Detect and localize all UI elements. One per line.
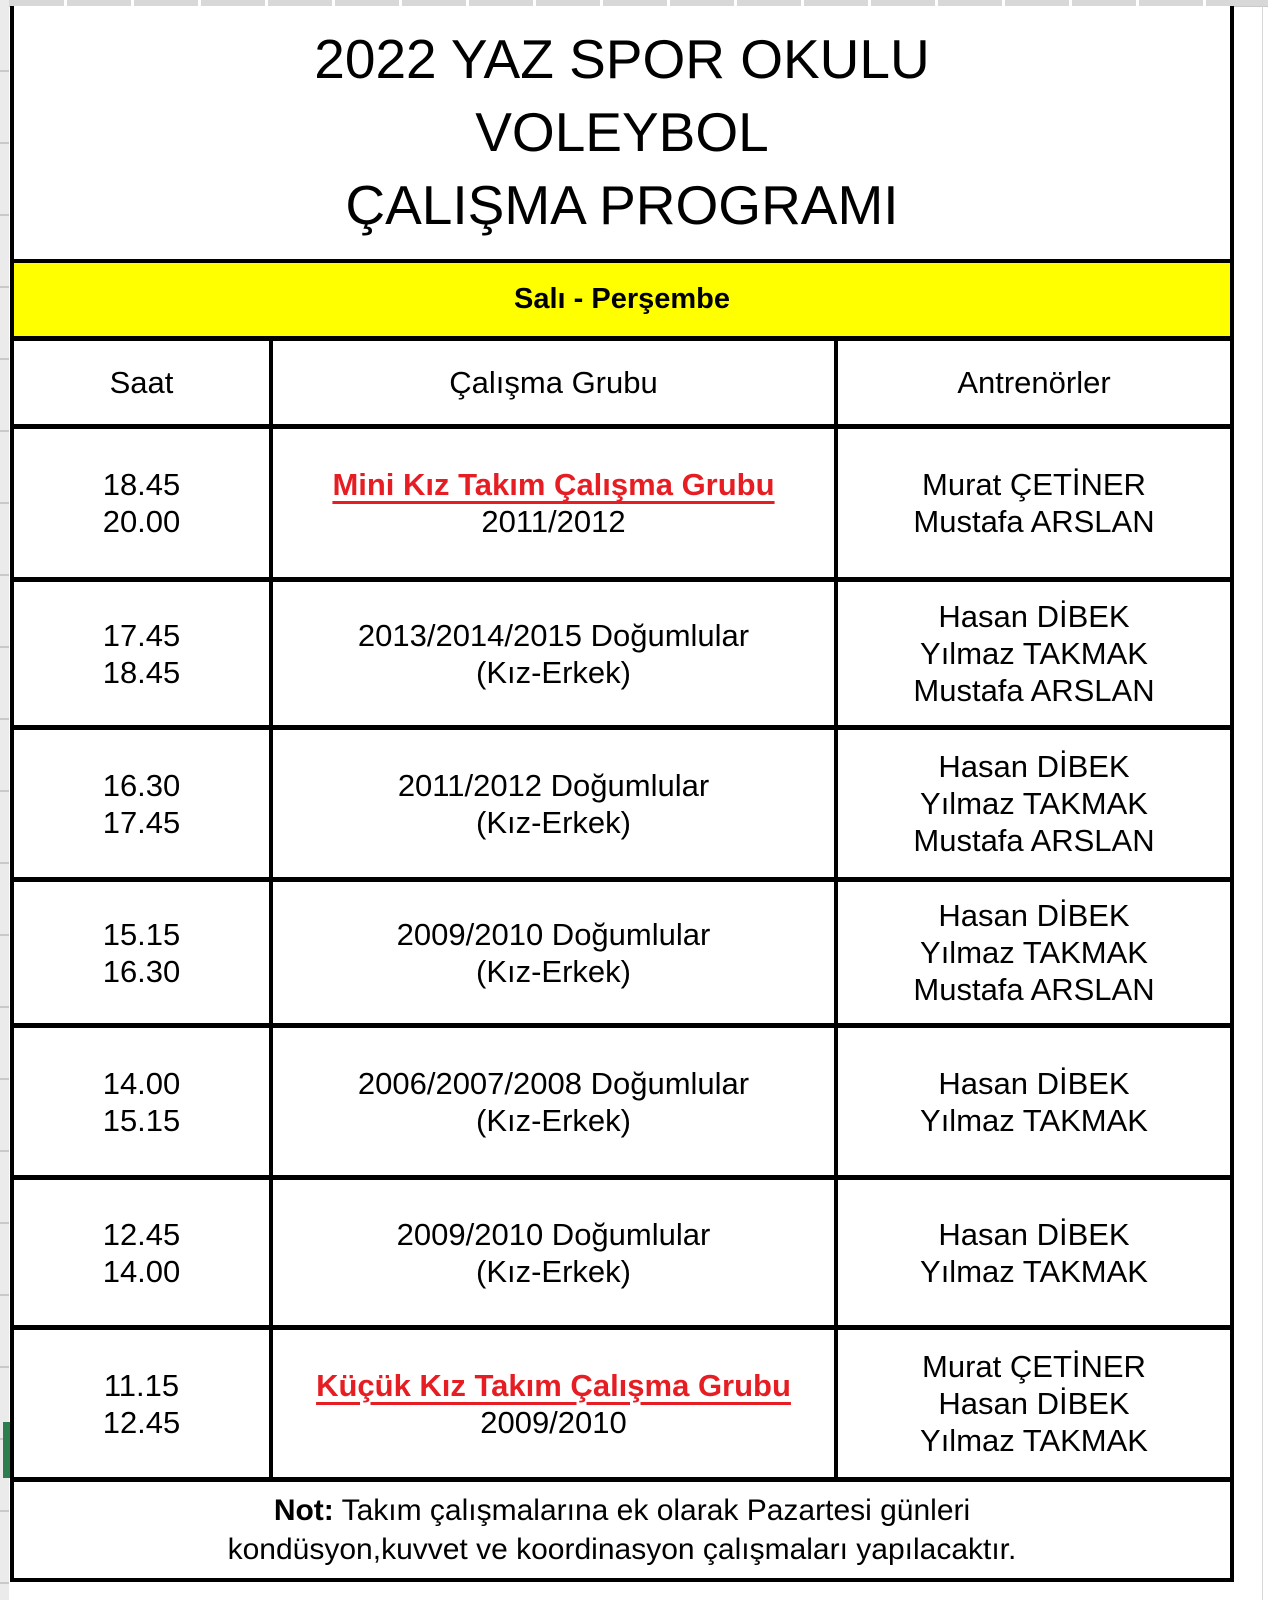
schedule-table (10, 6, 1234, 1582)
time-cell[interactable]: 15.15 16.30 (14, 882, 273, 1023)
group-title: 2006/2007/2008 Doğumlular (357, 1065, 750, 1101)
trainers-cell[interactable]: Hasan DİBEK Yılmaz TAKMAK (920, 1216, 1148, 1289)
group-cell[interactable] (273, 882, 838, 1023)
group-title-highlighted: Küçük Kız Takım Çalışma Grubu (316, 1367, 791, 1403)
time-cell[interactable]: 14.00 15.15 (14, 1028, 273, 1175)
group-subtitle: 2011/2012 (481, 504, 626, 539)
day-banner[interactable] (14, 259, 1230, 341)
group-cell[interactable] (273, 429, 838, 577)
group-title: 2009/2010 Doğumlular (396, 916, 711, 952)
group-title: 2009/2010 Doğumlular (396, 1216, 711, 1252)
schedule-row-7 (14, 1325, 1230, 1477)
title-line-1: 2022 YAZ SPOR OKULU (314, 28, 930, 90)
title-line-2: VOLEYBOL (475, 101, 769, 163)
trainers-cell[interactable]: Murat ÇETİNER Mustafa ARSLAN (913, 467, 1155, 539)
schedule-row-6 (14, 1175, 1230, 1325)
group-cell[interactable] (273, 1028, 838, 1175)
sheet-gridline (1262, 0, 1263, 1600)
group-title-highlighted: Mini Kız Takım Çalışma Grubu (332, 467, 775, 502)
group-subtitle: 2009/2010 (480, 1404, 627, 1440)
time-cell[interactable]: 12.45 14.00 (14, 1180, 273, 1325)
trainers-cell[interactable]: Hasan DİBEK Yılmaz TAKMAK Mustafa ARSLAN (913, 599, 1155, 708)
note-line-2: kondüsyon,kuvvet ve koordinasyon çalışmaları yapılacaktır. (227, 1533, 1017, 1566)
sheet-row-header-strip (0, 0, 9, 1600)
group-subtitle: (Kız-Erkek) (476, 1253, 631, 1289)
group-subtitle: (Kız-Erkek) (476, 804, 631, 840)
group-subtitle: (Kız-Erkek) (476, 953, 631, 989)
column-header-antrenorler[interactable]: Antrenörler (957, 365, 1111, 400)
trainers-cell[interactable]: Hasan DİBEK Yılmaz TAKMAK Mustafa ARSLAN (913, 749, 1155, 858)
group-subtitle: (Kız-Erkek) (476, 654, 631, 690)
time-cell[interactable]: 16.30 17.45 (14, 730, 273, 877)
time-cell[interactable]: 18.45 20.00 (14, 429, 273, 577)
note-label: Not: (273, 1494, 334, 1527)
schedule-row-1 (14, 424, 1230, 577)
schedule-row-2 (14, 577, 1230, 725)
table-header-row (14, 341, 1230, 424)
day-banner-label: Salı - Perşembe (514, 283, 730, 315)
time-cell[interactable]: 11.15 12.45 (14, 1330, 273, 1477)
trainers-cell[interactable]: Hasan DİBEK Yılmaz TAKMAK Mustafa ARSLAN (913, 898, 1155, 1007)
schedule-row-4 (14, 877, 1230, 1023)
title-line-3: ÇALIŞMA PROGRAMI (345, 174, 899, 236)
note-cell[interactable] (14, 1477, 1230, 1578)
group-cell[interactable] (273, 1330, 838, 1477)
column-header-saat[interactable]: Saat (14, 341, 273, 424)
trainers-cell[interactable]: Hasan DİBEK Yılmaz TAKMAK (920, 1065, 1148, 1138)
group-cell[interactable] (273, 1180, 838, 1325)
title-cell[interactable] (14, 6, 1230, 259)
group-subtitle: (Kız-Erkek) (476, 1102, 631, 1138)
column-header-calisma-grubu[interactable]: Çalışma Grubu (273, 341, 838, 424)
note-line-1: Not: Takım çalışmalarına ek olarak Pazartesi günleri (273, 1494, 971, 1527)
trainers-cell[interactable]: Murat ÇETİNER Hasan DİBEK Yılmaz TAKMAK (920, 1349, 1148, 1458)
group-title: 2011/2012 Doğumlular (397, 767, 710, 803)
group-title: 2013/2014/2015 Doğumlular (357, 617, 750, 653)
time-cell[interactable]: 17.45 18.45 (14, 582, 273, 725)
schedule-row-5 (14, 1023, 1230, 1175)
schedule-row-3 (14, 725, 1230, 877)
group-cell[interactable] (273, 582, 838, 725)
group-cell[interactable] (273, 730, 838, 877)
